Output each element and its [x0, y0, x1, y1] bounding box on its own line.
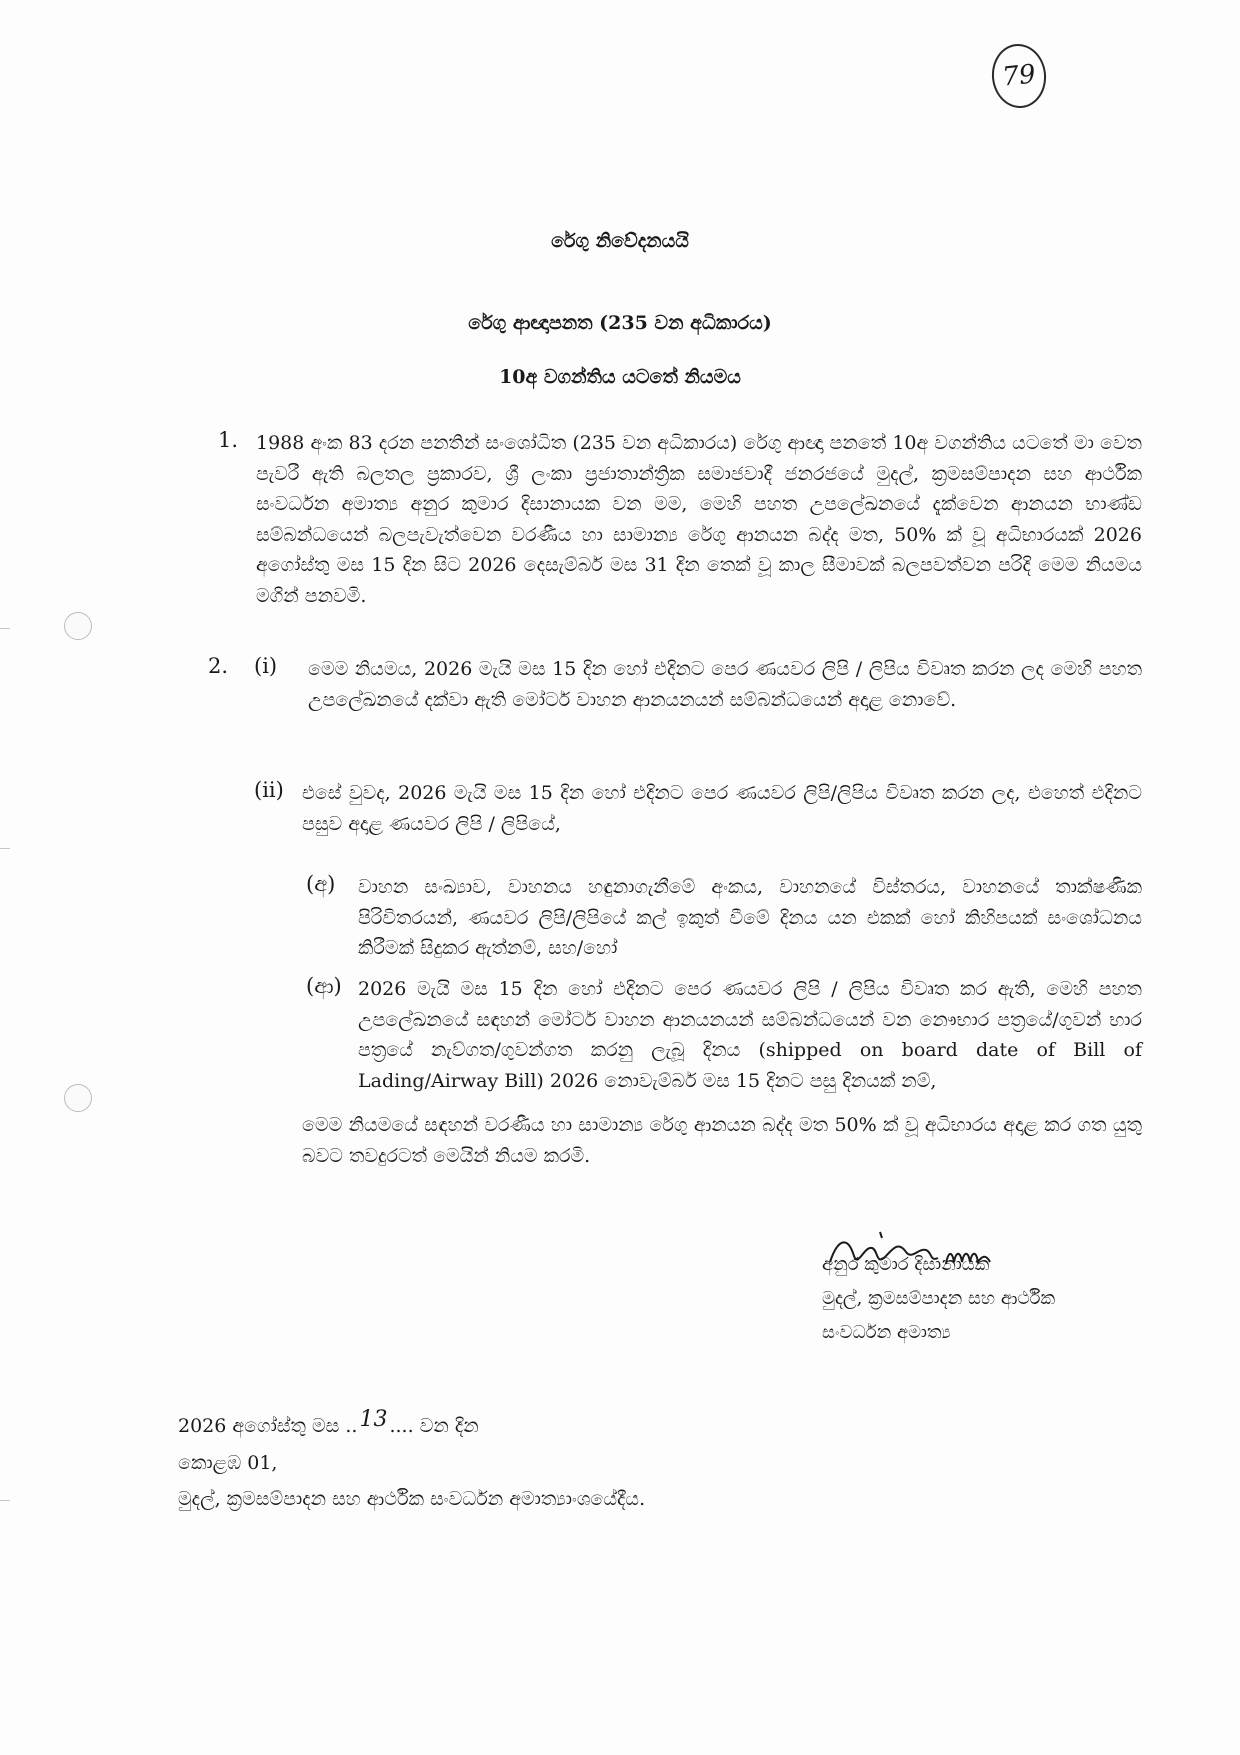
clause-1-text: 1988 අංක 83 දරන පනතින් සංශෝධිත (235 වන අධිකාරය) රේගු ආඥා පනතේ 10අ වගන්තිය යටතේ මා වෙත පැවරී ඇති බලතල ප්‍රකාරව, ශ්‍රී ලංකා ප්‍රජාතාන්ත්‍රික සමාජවාදී ජනරජයේ මුදල්, ක්‍රමසම්පාදන සහ ආර්ථික සංවර්ධන අමාත්‍ය අනුර කුමාර දිසානායක වන මම, මෙහි පහත උපලේඛනයේ දැක්වෙන ආනයන භාණ්ඩ සම්බන්ධයෙන් බලපැවැත්වෙන වරණීය හා සාමාන්‍ය රේගු ආනයන බද්ද මත, 50% ක් වූ අධිභාරයක් 2026 අගෝස්තු මස 15 දින සිට 2026 දෙසැම්බර් මස 31 දින තෙක් වූ කාල සීමාවක් බලපවත්වන පරිදි මෙම නියමය මගින් පනවමි.: [256, 432, 1142, 607]
punch-hole: [64, 1084, 92, 1112]
document-subtitle: රේගු ආඥාපනත (235 වන අධිකාරය): [468, 312, 772, 334]
footer-date-suffix: වන දින: [419, 1415, 479, 1437]
clause-2-closing-text: මෙම නියමයේ සඳහන් වරණීය හා සාමාන්‍ය රේගු ආනයන බද්ද මත 50% ක් වූ අධිභාරය අදාළ කර ගත යුතු බවට තවදුරටත් මෙයින් නියම කරමි.: [302, 1114, 1143, 1167]
footer-date-dots: ..: [345, 1415, 358, 1437]
clause-1-number: 1.: [218, 428, 239, 452]
clause-2-ii-text: එසේ වුවද, 2026 මැයි මස 15 දින හෝ එදිනට පෙර ණයවර ලිපි/ලිපිය විවෘත කරන ලද, එහෙත් එදිනට පසුව අදාළ ණයවර ලිපි / ලිපියේ,: [302, 782, 1142, 835]
signatory-name: අනුර කුමාර දිසානායක: [822, 1254, 990, 1275]
edge-mark: [0, 848, 10, 849]
signatory-title-line2: සංවර්ධන අමාත්‍ය: [822, 1322, 951, 1343]
clause-2-i-label: (i): [254, 654, 278, 678]
footer-date-dots: ....: [389, 1415, 414, 1437]
page-number-text: 79: [1000, 59, 1038, 93]
punch-hole: [64, 612, 92, 640]
section-title: 10අ වගන්තිය යටතේ නියමය: [499, 366, 741, 388]
signatory-title-line1: මුදල්, ක්‍රමසම්පාදන සහ ආර්ථික: [822, 1288, 1056, 1309]
signatory-block: [822, 1248, 1162, 1350]
clause-2-number: 2.: [208, 654, 229, 678]
edge-mark: [0, 628, 10, 629]
edge-mark: [0, 1500, 10, 1501]
footer-date: [178, 1408, 645, 1445]
clause-2-ii-label: (ii): [254, 778, 284, 802]
footer-ministry: මුදල්, ක්‍රමසම්පාදන සහ ආර්ථික සංවර්ධන අමාත්‍යාංශයේදීය.: [178, 1488, 646, 1510]
footer-date-prefix: 2026 අගෝස්තු මස: [178, 1415, 340, 1437]
clause-2-a-text: වාහන සංඛ්‍යාව, වාහනය හඳුනාගැනීමේ අංකය, වාහනයේ විස්තරය, වාහනයේ තාක්ෂණික පිරිවිතරයන්, ණයවර ලිපි/ලිපියේ කල් ඉකුත් වීමේ දිනය යන එකක් හෝ කිහිපයක් සංශෝධනය කිරීමක් සිදුකර ඇත්නම්, සහ/හෝ: [358, 876, 1142, 960]
clause-2-aa-text: 2026 මැයි මස 15 දින හෝ එදිනට පෙර ණයවර ලිපි / ලිපිය විවෘත කර ඇති, මෙහි පහත උපලේඛනයේ සඳහන් මෝටර් වාහන ආනයනයන් සම්බන්ධයෙන් වන නෞභාර පත්‍රයේ/ගුවන් භාර පත්‍රයේ නැව්ගත/ගුවන්ගත කරනු ලැබූ දිනය (shipped on board date of Bill of Lading/Airway Bill) 2026 නොවැම්බර් මස 15 දිනට පසු දිනයක් නම්,: [358, 978, 1142, 1092]
footer-block: [178, 1408, 645, 1518]
footer-date-day: 13: [359, 1407, 388, 1432]
clause-2-aa-label: (ආ): [306, 974, 342, 998]
document-title: රේගු නිවේදනයයි: [551, 230, 689, 252]
clause-2-a-label: (අ): [306, 872, 336, 896]
footer-place: කොළඹ 01,: [178, 1451, 278, 1474]
clause-2-i-text: මෙම නියමය, 2026 මැයි මස 15 දින හෝ එදිනට පෙර ණයවර ලිපි / ලිපිය විවෘත කරන ලද මෙහි පහත උපලේඛනයේ දක්වා ඇති මෝටර් වාහන ආනයනයන් සම්බන්ධයෙන් අදාළ නොවේ.: [308, 658, 1142, 711]
page-number: [989, 41, 1049, 110]
